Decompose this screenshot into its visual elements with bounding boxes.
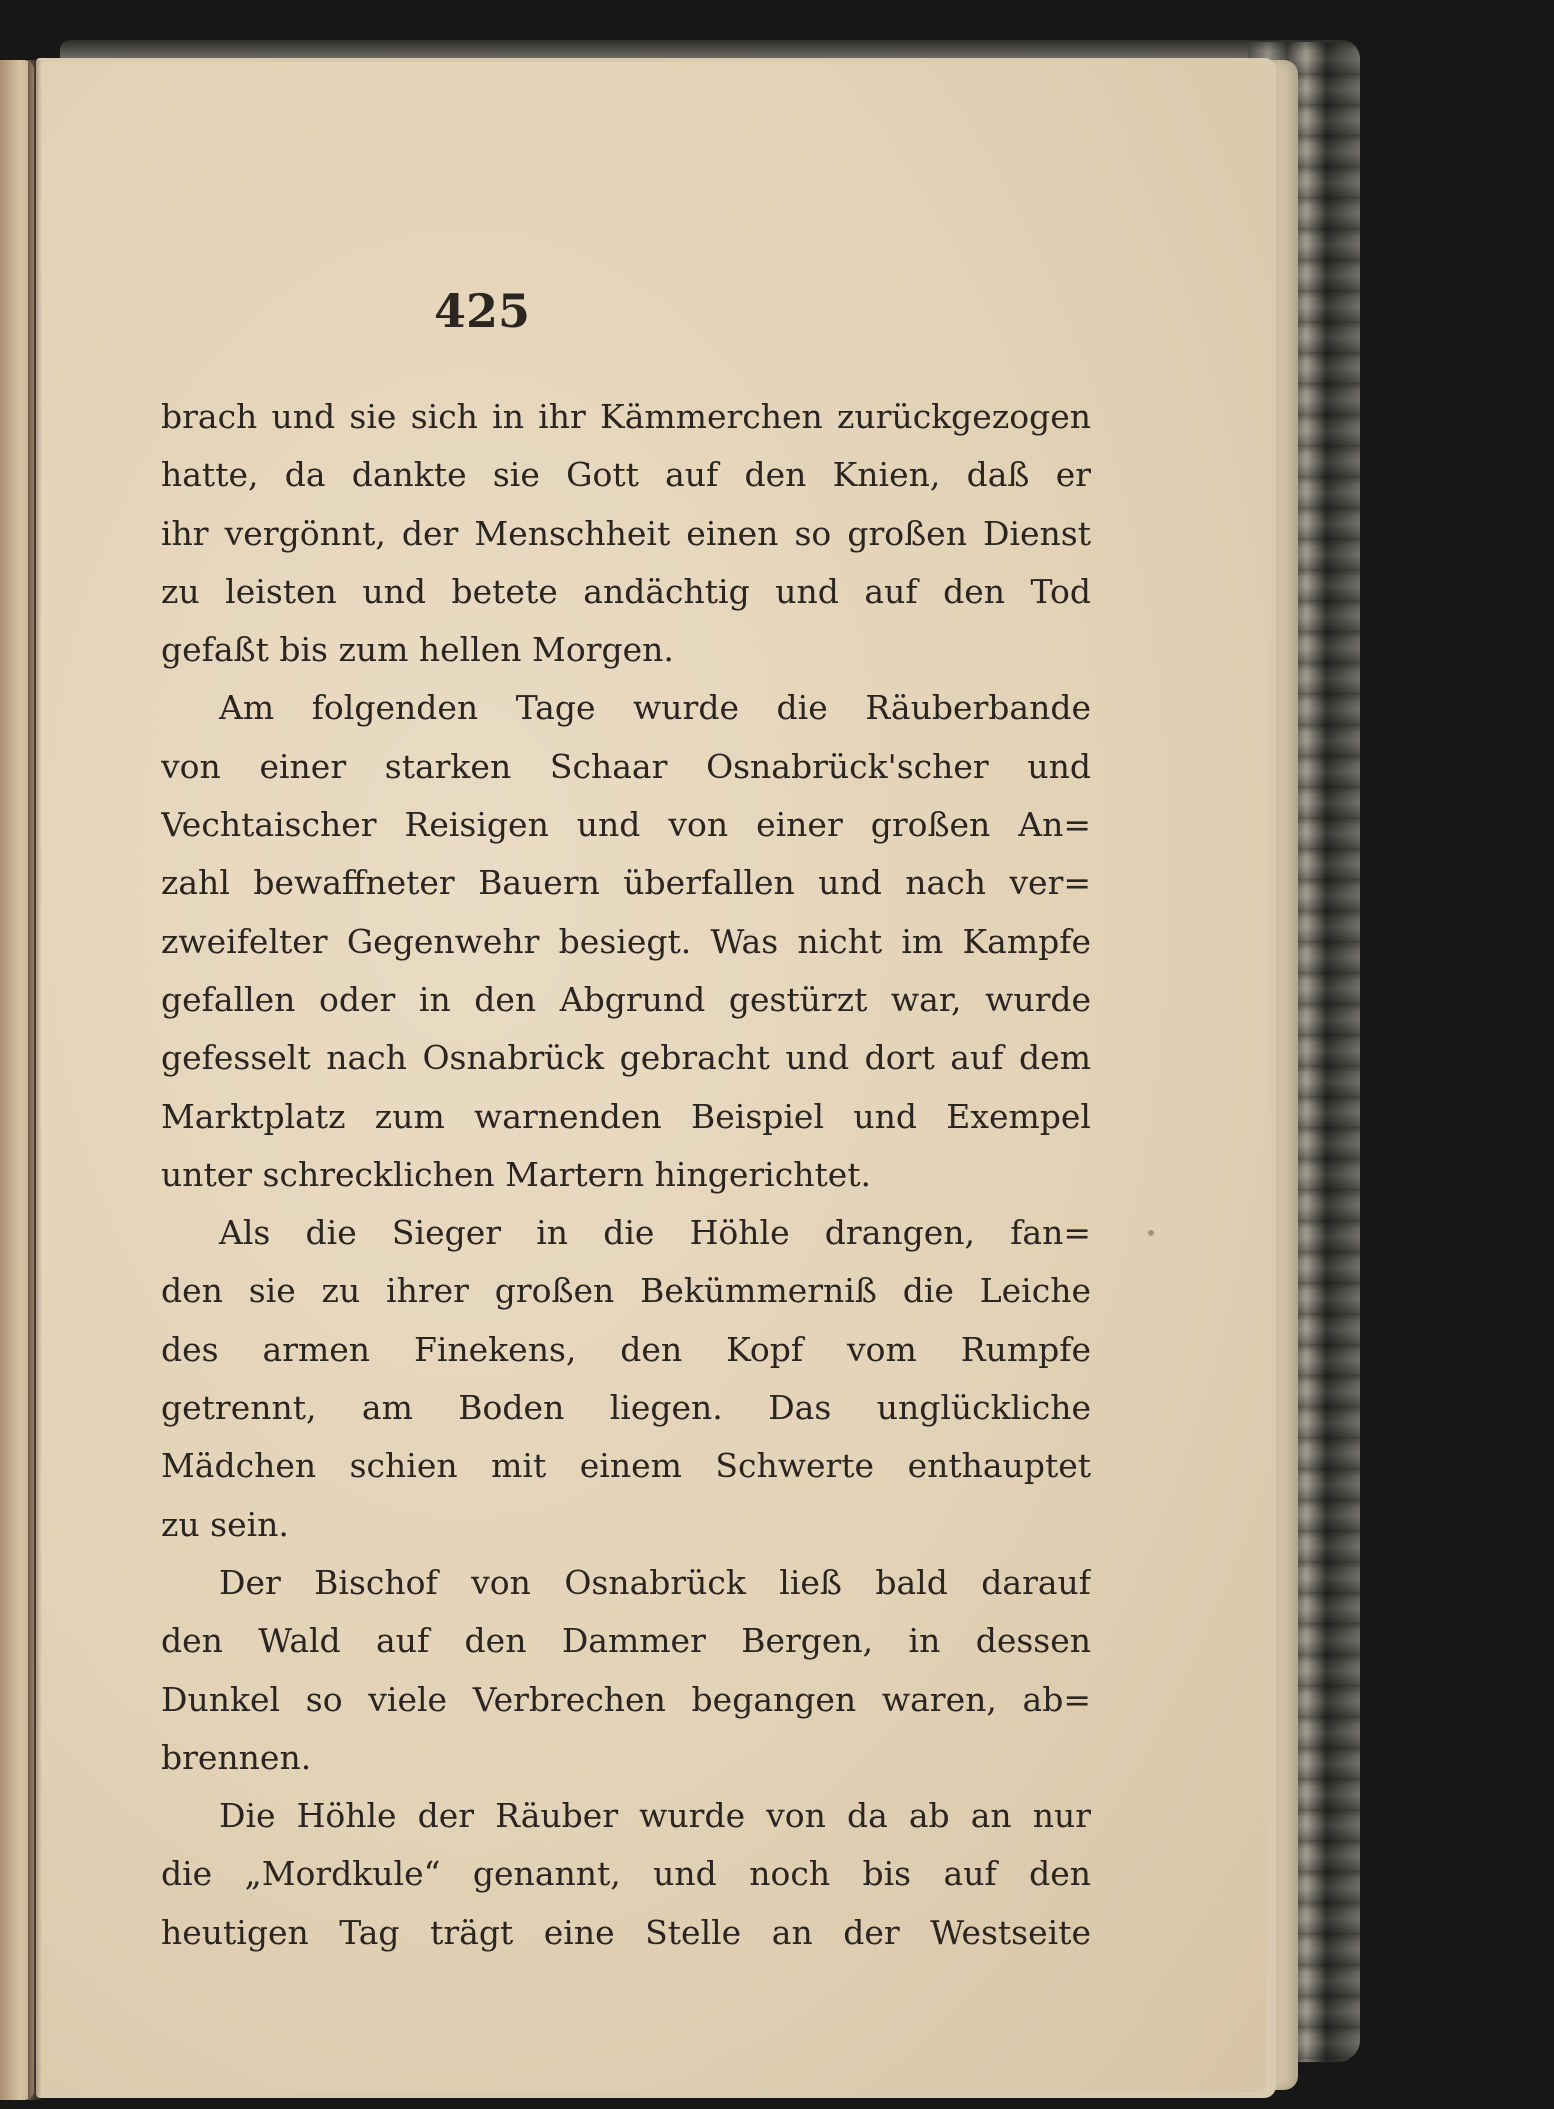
paper-spot	[1148, 1230, 1154, 1236]
text-line: Marktplatz zum warnenden Beispiel und Exempel	[161, 1096, 1091, 1136]
text-line: ihr vergönnt, der Menschheit einen so großen Dienst	[161, 513, 1091, 553]
page-body-text	[161, 388, 1091, 1962]
text-line: brach und sie sich in ihr Kämmerchen zurückgezogen	[161, 397, 1091, 436]
text-line: Vechtaischer Reisigen und von einer großen An=	[161, 805, 1091, 845]
gutter-shadow	[28, 60, 42, 2100]
text-line: Mädchen schien mit einem Schwerte enthauptet	[161, 1446, 1091, 1486]
text-line: den Wald auf den Dammer Bergen, in dessen	[161, 1621, 1091, 1661]
text-line: zweifelter Gegenwehr besiegt. Was nicht im Kampfe	[161, 921, 1091, 961]
text-line: gefesselt nach Osnabrück gebracht und dort auf dem	[161, 1038, 1091, 1078]
text-line: von einer starken Schaar Osnabrück'scher und	[161, 746, 1091, 786]
text-line: Dunkel so viele Verbrechen begangen waren, ab=	[161, 1679, 1091, 1719]
text-line: Der Bischof von Osnabrück ließ bald darauf	[219, 1562, 1091, 1602]
text-line: Als die Sieger in die Höhle drangen, fan=	[219, 1213, 1091, 1253]
text-line: den sie zu ihrer großen Bekümmerniß die Leiche	[161, 1271, 1091, 1311]
text-line: zu leisten und betete andächtig und auf den Tod	[161, 571, 1091, 611]
text-line: zahl bewaffneter Bauern überfallen und nach ver=	[161, 863, 1091, 903]
text-line: brennen.	[161, 1737, 312, 1777]
text-line: Die Höhle der Räuber wurde von da ab an nur	[219, 1796, 1091, 1836]
text-line: gefallen oder in den Abgrund gestürzt war, wurde	[161, 979, 1091, 1019]
text-line: zu sein.	[161, 1504, 289, 1544]
text-line: die „Mordkule“ genannt, und noch bis auf den	[161, 1854, 1091, 1894]
book-page	[38, 62, 1266, 2092]
text-line: unter schrecklichen Martern hingerichtet.	[161, 1154, 871, 1194]
text-line: heutigen Tag trägt eine Stelle an der Westseite	[161, 1912, 1091, 1952]
page-number: 425	[433, 284, 531, 338]
text-line: Am folgenden Tage wurde die Räuberbande	[219, 688, 1091, 728]
text-line: getrennt, am Boden liegen. Das unglückliche	[161, 1388, 1091, 1428]
text-line: hatte, da dankte sie Gott auf den Knien, daß er	[161, 455, 1091, 495]
text-line: gefaßt bis zum hellen Morgen.	[161, 630, 674, 670]
text-line: des armen Finekens, den Kopf vom Rumpfe	[161, 1329, 1091, 1369]
